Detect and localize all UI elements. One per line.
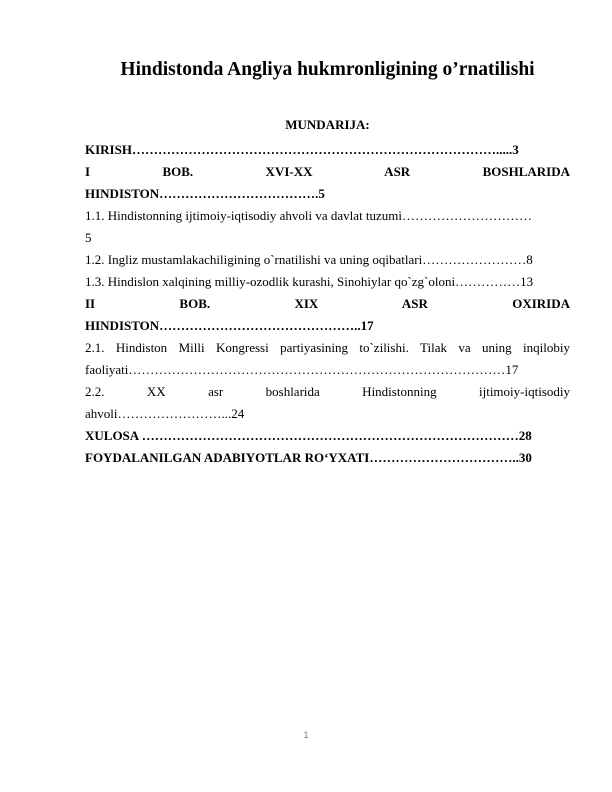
toc-entry: XULOSA ……………………………………………………………………………28 [85, 428, 532, 443]
toc-entry: 2.1. Hindiston Milli Kongressi partiyasining to`zilishi. Tilak va uning inqilobiy [85, 340, 570, 355]
toc-entry: 2.2. XX asr boshlarida Hindistonning ijtimoiy-iqtisodiy [85, 384, 570, 399]
toc-entry: 1.2. Ingliz mustamlakachiligining o`rnatilishi va uning oqibatlari……………………8 [85, 252, 533, 267]
toc-entry: ahvoli……………………...24 [85, 406, 245, 421]
toc-entry: faoliyati……………………………………………………………………………17 [85, 362, 519, 377]
toc-entry: HINDISTON……………………………….5 [85, 186, 325, 201]
toc-entry: I BOB. XVI-XX ASR BOSHLARIDA [85, 164, 570, 179]
page-number: 1 [303, 730, 309, 740]
table-of-contents [85, 139, 570, 469]
toc-entry: 5 [85, 230, 92, 245]
toc-entry: KIRISH………………………………………………………………………….....3 [85, 142, 519, 157]
toc-entry: 1.1. Hindistonning ijtimoiy-iqtisodiy ahvoli va davlat tuzumi………………………… [85, 208, 533, 223]
toc-entry: II BOB. XIX ASR OXIRIDA [85, 296, 570, 311]
toc-entry: 1.3. Hindislon xalqining milliy-ozodlik kurashi, Sinohiylar qo`zg`oloni……………13 [85, 274, 534, 289]
toc-heading: MUNDARIJA: [285, 117, 370, 132]
toc-entry: HINDISTON………………………………………..17 [85, 318, 374, 333]
toc-entry: FOYDALANILGAN ADABIYOTLAR RO‘YXATI……………………………..30 [85, 450, 532, 465]
document-title: Hindistonda Angliya hukmronligining o’rnatilishi [120, 59, 535, 80]
